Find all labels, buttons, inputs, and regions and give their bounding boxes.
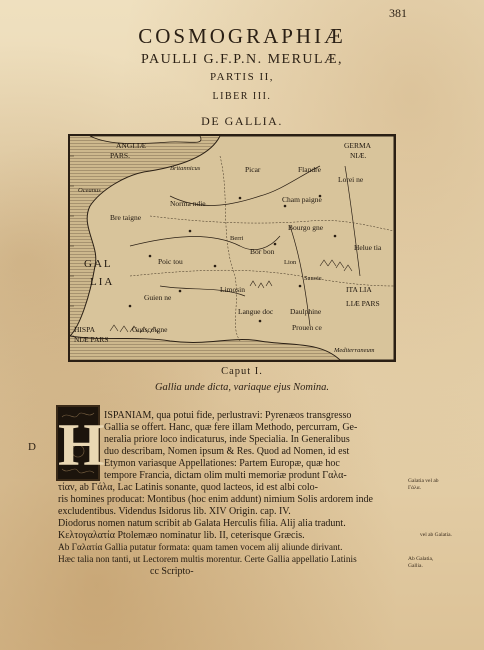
- margin-note: Ab Galatia, Gallia.: [408, 556, 434, 569]
- body-line: Hæc talia non tanti, ut Lectorem multis morentur. Certe Gallia appellatio Latinis: [58, 555, 357, 565]
- book-title: COSMOGRAPHIÆ: [138, 24, 346, 48]
- map-label-normandie: Norma ndie: [170, 199, 206, 208]
- map-label-limosin: Limosin: [220, 285, 246, 294]
- map-label-italia: ITA LIA: [346, 285, 372, 294]
- map-drawing: [70, 136, 394, 360]
- map-label-gal: GAL: [84, 258, 113, 270]
- body-line: Etymon variasque Appellationes: Partem Europæ, quæ hoc: [104, 458, 340, 469]
- map-label-hispa: HISPA: [74, 325, 95, 334]
- body-line: cc Scripto-: [150, 566, 194, 577]
- map-label-sauoie: Sauoie: [304, 275, 322, 282]
- map-label-guienne: Guien ne: [144, 293, 172, 302]
- map-label-niae-pars: NIÆ PARS: [74, 335, 109, 344]
- map-label-oceanus: Oceanus: [78, 187, 101, 194]
- map-label-lion: Lion: [284, 259, 297, 266]
- map-label-picar: Picar: [245, 165, 261, 174]
- body-line: ris homines producat: Montibus (hoc enim addunt) nimium Solis ardorem inde: [58, 494, 373, 505]
- book-line: LIBER III.: [212, 91, 272, 102]
- section-title: DE GALLIA.: [201, 114, 283, 128]
- part-line: PARTIS II,: [209, 71, 275, 83]
- map-label-bourbon: Bor bon: [250, 247, 275, 256]
- body-line: ISPANIAM, qua potui fide, perlustravi: Pyrenæos transgresso: [104, 410, 352, 421]
- map-label-germania: GERMA: [344, 141, 372, 150]
- map-label-mare: Mediterraneum: [334, 347, 375, 354]
- map-label-bretaigne: Bre taigne: [110, 213, 142, 222]
- map-label-lia: LIA: [90, 276, 115, 288]
- map-label-germania-2: NIÆ.: [350, 151, 367, 160]
- body-line: Gallia se offert. Hanc, quæ fere illam Methodo, percurram, Ge-: [104, 422, 358, 433]
- map-label-berri: Berri: [230, 235, 244, 242]
- map-label-flandre: Flandre: [298, 165, 321, 174]
- map-label-dauphine: Daulphine: [290, 307, 322, 316]
- body-line: Ab Γαλατία Gallia putatur formata: quam tamen vocem alij aliunde dirivant.: [58, 543, 343, 553]
- body-line: tempore Francia, dictam olim multi memoriæ produnt Γαλα-: [104, 470, 347, 481]
- body-line: τίαν, ab Γάλα, Lac Latinis sonante, quod lacteos, id est albi colo-: [58, 482, 319, 493]
- author-line: PAULLI G.F.P.N. MERULÆ,: [140, 52, 344, 67]
- chapter-heading: Caput I.: [221, 366, 263, 377]
- page-number: 381: [389, 6, 407, 20]
- map-label-lorein: Lorei ne: [338, 175, 364, 184]
- body-line: neralia priore loco indicaturus, inde Specialia. In Generalibus: [104, 434, 350, 445]
- map-label-britannicus: Britannicus: [170, 165, 201, 172]
- chapter-subtitle: Gallia unde dicta, variaque ejus Nomina.: [154, 382, 330, 393]
- map-label-gascoigne: Guascoigne: [132, 325, 168, 334]
- map-label-helvetia: Helue tia: [354, 243, 382, 252]
- side-letter: D: [28, 441, 36, 453]
- body-line: excludentibus. Videndus Isidorus lib. XIV Origin. cap. IV.: [58, 506, 291, 517]
- map-of-gallia: [68, 134, 396, 362]
- map-label-languedoc: Langue doc: [238, 307, 274, 316]
- initial-letter: H: [58, 412, 105, 478]
- map-label-bourgongne: Bourgo gne: [288, 223, 324, 232]
- map-label-poictou: Poic tou: [158, 257, 183, 266]
- body-line: Κελτογαλατία Ptolemæo nominatur lib. II, ceterisque Græcis.: [58, 530, 305, 541]
- margin-note: vel ab Galatia.: [420, 532, 452, 538]
- body-line: duo describam, Nomen ipsum & Res. Quod ad Nomen, id est: [104, 446, 350, 457]
- body-line: Diodorus nomen natum scribit ab Galata Herculis filia. Alij alia tradunt.: [58, 518, 346, 529]
- map-label-anglia: ANGLIÆ: [116, 141, 146, 150]
- map-label-italiae-pars: LIÆ PARS: [346, 299, 380, 308]
- map-label-anglia-pars: PARS.: [110, 151, 130, 160]
- map-label-champaigne: Cham paigne: [282, 195, 322, 204]
- map-label-prouence: Prouen ce: [292, 323, 322, 332]
- margin-note: Galatia vel ab Γάλα.: [408, 478, 439, 491]
- decorated-initial: [56, 405, 105, 481]
